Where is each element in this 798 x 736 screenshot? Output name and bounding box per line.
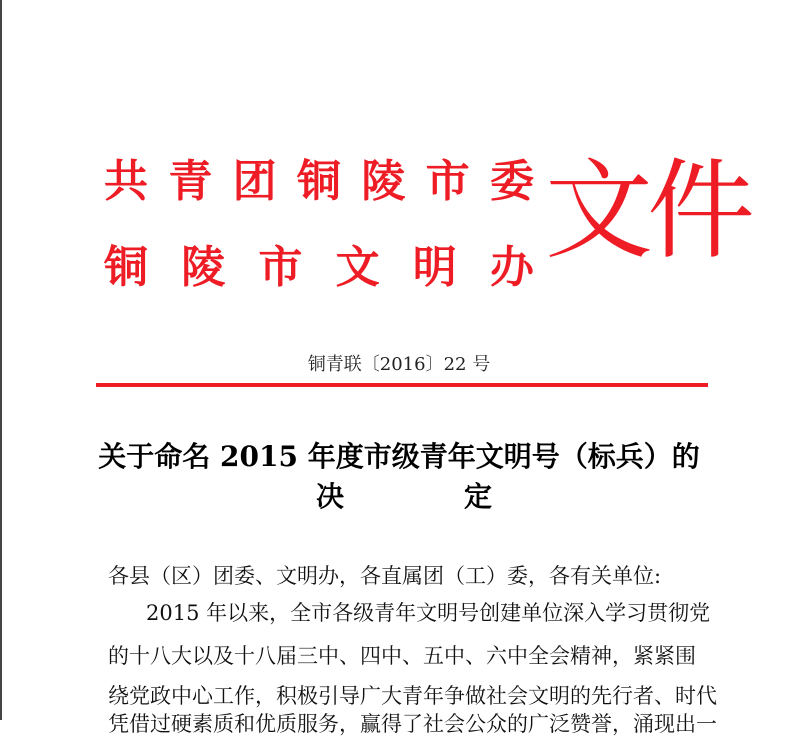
paragraph-line: 的十八大以及十八届三中、四中、五中、六中全会精神，紧紧围: [108, 644, 696, 668]
org-char: 明: [412, 242, 457, 293]
org-char: 青: [168, 156, 213, 207]
paragraph-line: 绕党政中心工作，积极引导广大青年争做社会文明的先行者、时代: [108, 684, 717, 708]
org-char: 文: [335, 242, 380, 293]
issuing-org-line-2: [104, 242, 534, 293]
recipients-line: 各县（区）团委、文明办，各直属团（工）委，各有关单位:: [108, 564, 662, 588]
title-char: 定: [463, 480, 492, 513]
org-char: 委: [489, 156, 534, 207]
header-divider: [96, 383, 708, 387]
org-char: 市: [425, 156, 470, 207]
org-char: 铜: [104, 242, 148, 293]
document-title: 关于命名 2015 年度市级青年文明号（标兵）的: [98, 440, 700, 473]
org-char: 陵: [181, 242, 226, 293]
issuing-org-line-1: [104, 156, 534, 207]
org-char: 办: [489, 242, 534, 293]
org-char: 市: [258, 242, 303, 293]
org-char: 铜: [296, 156, 341, 207]
title-char: 决: [316, 480, 345, 513]
paragraph-line: 凭借过硬素质和优质服务，赢得了社会公众的广泛赞誉，涌现出一: [108, 712, 717, 736]
paragraph-line: 2015 年以来，全市各级青年文明号创建单位深入学习贯彻党: [146, 601, 711, 625]
document-number: 铜青联〔2016〕22 号: [307, 354, 491, 375]
org-char: 团: [232, 156, 277, 207]
document-type-label: 文件: [545, 149, 750, 274]
org-char: 陵: [361, 156, 406, 207]
org-char: 共: [104, 156, 148, 207]
document-title-line-2: [316, 480, 492, 514]
